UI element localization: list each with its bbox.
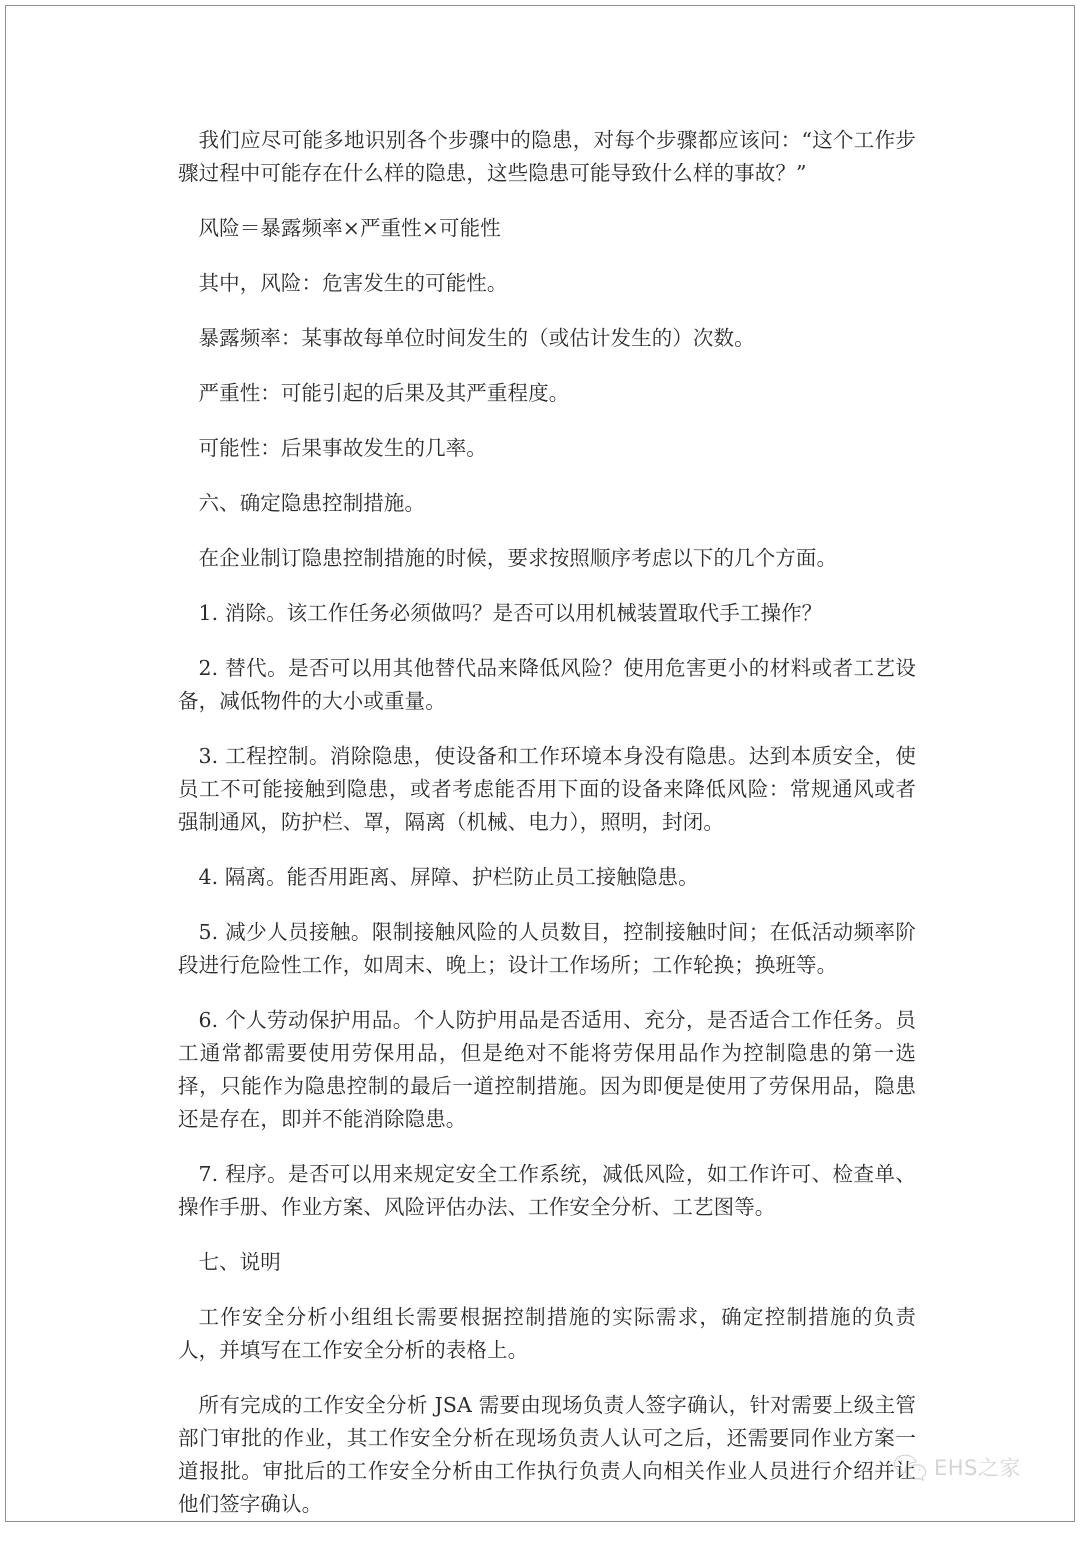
paragraph-measure-6-ppe: 6. 个人劳动保护用品。个人防护用品是否适用、充分，是否适合工作任务。员工通常都需要使用劳保用品，但是绝对不能将劳保用品作为控制隐患的第一选择，只能作为隐患控制的最后一道控制措施。因为即便是使用了劳保用品，隐患还是存在，即并不能消除隐患。 bbox=[178, 1008, 916, 1131]
paragraph-section-seven-body-2: 所有完成的工作安全分析 JSA 需要由现场负责人签字确认，针对需要上级主管部门审批的作业，其工作安全分析在现场负责人认可之后，还需要同作业方案一道报批。审批后的工作安全分析由工作执行负责人向相关作业人员进行介绍并让他们签字确认。 bbox=[178, 1393, 916, 1516]
paragraph-section-six-intro: 在企业制订隐患控制措施的时候，要求按照顺序考虑以下的几个方面。 bbox=[198, 546, 838, 570]
paragraph-measure-4-isolation: 4. 隔离。能否用距离、屏障、护栏防止员工接触隐患。 bbox=[198, 865, 699, 889]
footer-watermark bbox=[893, 1452, 1021, 1482]
paragraph-measure-3-engineering-control: 3. 工程控制。消除隐患，使设备和工作环境本身没有隐患。达到本质安全，使员工不可能接触到隐患，或者考虑能否用下面的设备来降低风险：常规通风或者强制通风，防护栏、罩，隔离（机械、电力），照明，封闭。 bbox=[178, 744, 916, 834]
paragraph-definition-risk: 其中，风险：危害发生的可能性。 bbox=[198, 271, 508, 295]
section-heading-seven: 七、说明 bbox=[198, 1250, 281, 1274]
paragraph-measure-7-procedure: 7. 程序。是否可以用来规定安全工作系统，减低风险，如工作许可、检查单、操作手册、作业方案、风险评估办法、工作安全分析、工艺图等。 bbox=[178, 1162, 916, 1219]
document-body bbox=[178, 124, 916, 1543]
paragraph-definition-severity: 严重性：可能引起的后果及其严重程度。 bbox=[198, 381, 570, 405]
paragraph-measure-2-substitution: 2. 替代。是否可以用其他替代品来降低风险？使用危害更小的材料或者工艺设备，减低物件的大小或重量。 bbox=[178, 656, 916, 713]
footer-brand-text: EHS之家 bbox=[934, 1456, 1021, 1480]
paragraph-identify-hazards: 我们应尽可能多地识别各个步骤中的隐患，对每个步骤都应该问：“这个工作步骤过程中可能存在什么样的隐患，这些隐患可能导致什么样的事故？” bbox=[178, 128, 916, 185]
paragraph-section-seven-body-1: 工作安全分析小组组长需要根据控制措施的实际需求，确定控制措施的负责人，并填写在工作安全分析的表格上。 bbox=[178, 1305, 916, 1362]
section-heading-six: 六、确定隐患控制措施。 bbox=[198, 491, 426, 515]
paragraph-measure-1-elimination: 1. 消除。该工作任务必须做吗？是否可以用机械装置取代手工操作？ bbox=[198, 601, 823, 625]
paragraph-risk-formula: 风险＝暴露频率×严重性×可能性 bbox=[198, 216, 501, 240]
paragraph-measure-5-reduce-exposure: 5. 减少人员接触。限制接触风险的人员数目，控制接触时间；在低活动频率阶段进行危险性工作，如周末、晚上；设计工作场所；工作轮换；换班等。 bbox=[178, 920, 916, 977]
paragraph-definition-exposure-frequency: 暴露频率：某事故每单位时间发生的（或估计发生的）次数。 bbox=[198, 326, 755, 350]
paragraph-definition-likelihood: 可能性：后果事故发生的几率。 bbox=[198, 436, 487, 460]
wechat-icon bbox=[893, 1453, 927, 1481]
